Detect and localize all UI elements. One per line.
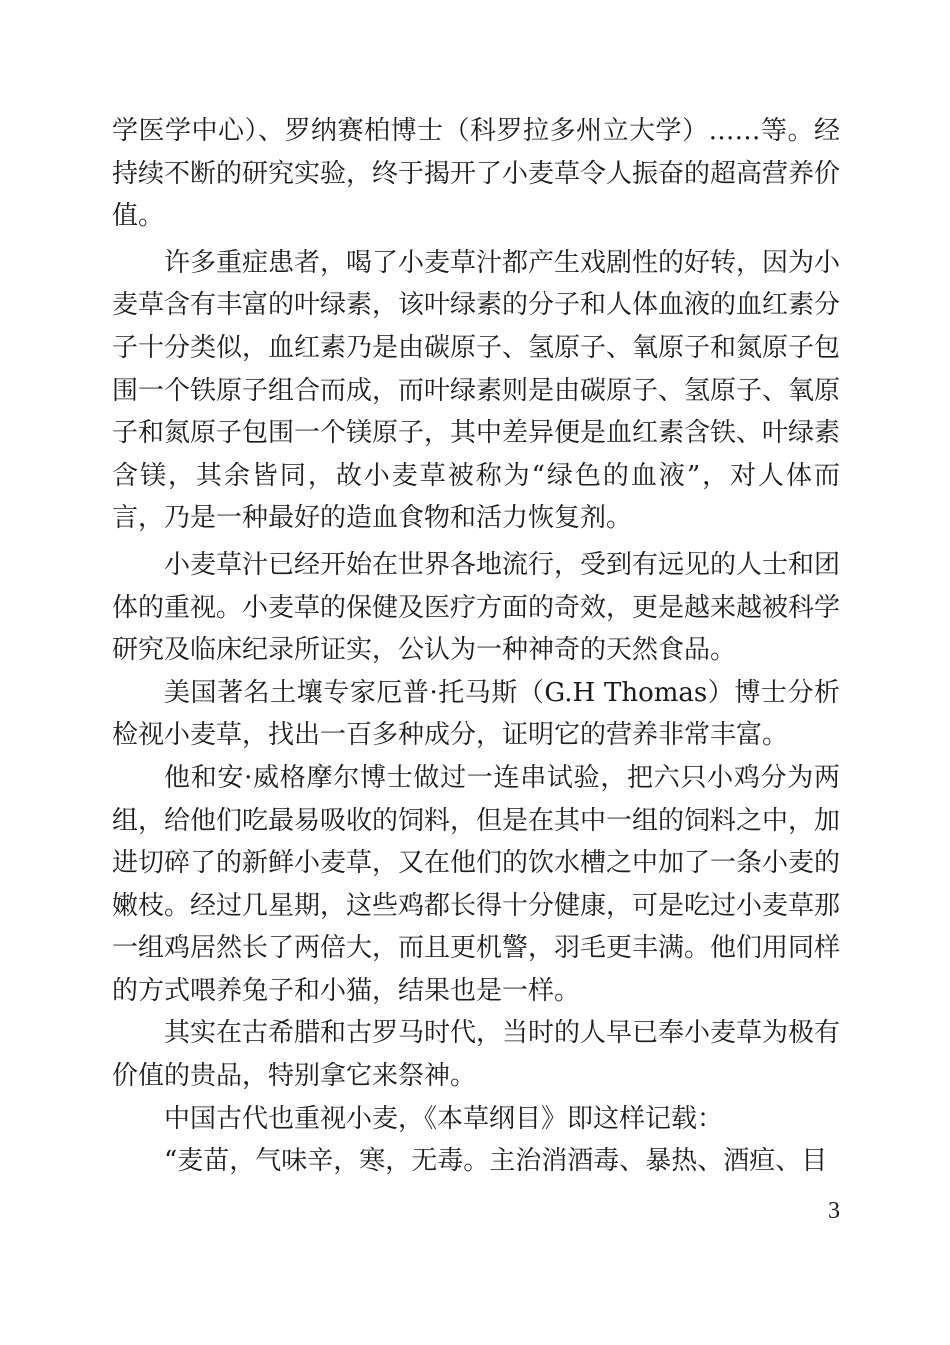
paragraph-popularity: 小麦草汁已经开始在世界各地流行，受到有远见的人士和团体的重视。小麦草的保健及医疗方面的奇效，更是越来越被科学研究及临床纪录所证实，公认为一种神奇的天然食品。 [112,549,841,666]
body-text [112,110,840,1183]
paragraph-thomas: 美国著名土壤专家厄普·托马斯（G.H Thomas）博士分析检视小麦草，找出一百多种成分，证明它的营养非常丰富。 [112,677,840,751]
paragraph-ancient-greece: 其实在古希腊和古罗马时代，当时的人早已奉小麦草为极有价值的贵品，特别拿它来祭神。 [112,1018,841,1092]
paragraph-chlorophyll: 许多重症患者，喝了小麦草汁都产生戏剧性的好转，因为小麦草含有丰富的叶绿素，该叶绿素的分子和人体血液的血红素分子十分类似，血红素乃是由碳原子、氢原子、氧原子和氮原子包围一个铁原子组合而成，而叶绿素则是由碳原子、氢原子、氧原子和氮原子包围一个镁原子，其中差异便是血红素含铁、叶绿素含镁，其余皆同，故小麦草被称为“绿色的血液”，对人体而言，乃是一种最好的造血食物和活力恢复剂。 [112,247,841,534]
paragraph-ancient-china: 中国古代也重视小麦，《本草纲目》即这样记载： [164,1103,724,1134]
page-number: 3 [828,1198,840,1224]
paragraph-quotation: “麦苗，气味辛，寒，无毒。主治消酒毒、暴热、酒疸、目 [164,1146,828,1177]
paragraph-continued: 学医学中心）、罗纳赛柏博士（科罗拉多州立大学）……等。经持续不断的研究实验，终于揭开了小麦草令人振奋的超高营养价值。 [112,116,841,232]
paragraph-chicken-experiment: 他和安·威格摩尔博士做过一连串试验，把六只小鸡分为两组，给他们吃最易吸收的饲料，但是在其中一组的饲料之中，加进切碎了的新鲜小麦草，又在他们的饮水槽之中加了一条小麦的嫩枝。经过几星期，这些鸡都长得十分健康，可是吃过小麦草那一组鸡居然长了两倍大，而且更机警，羽毛更丰满。他们用同样的方式喂养兔子和小猫，结果也是一样。 [112,762,841,1006]
